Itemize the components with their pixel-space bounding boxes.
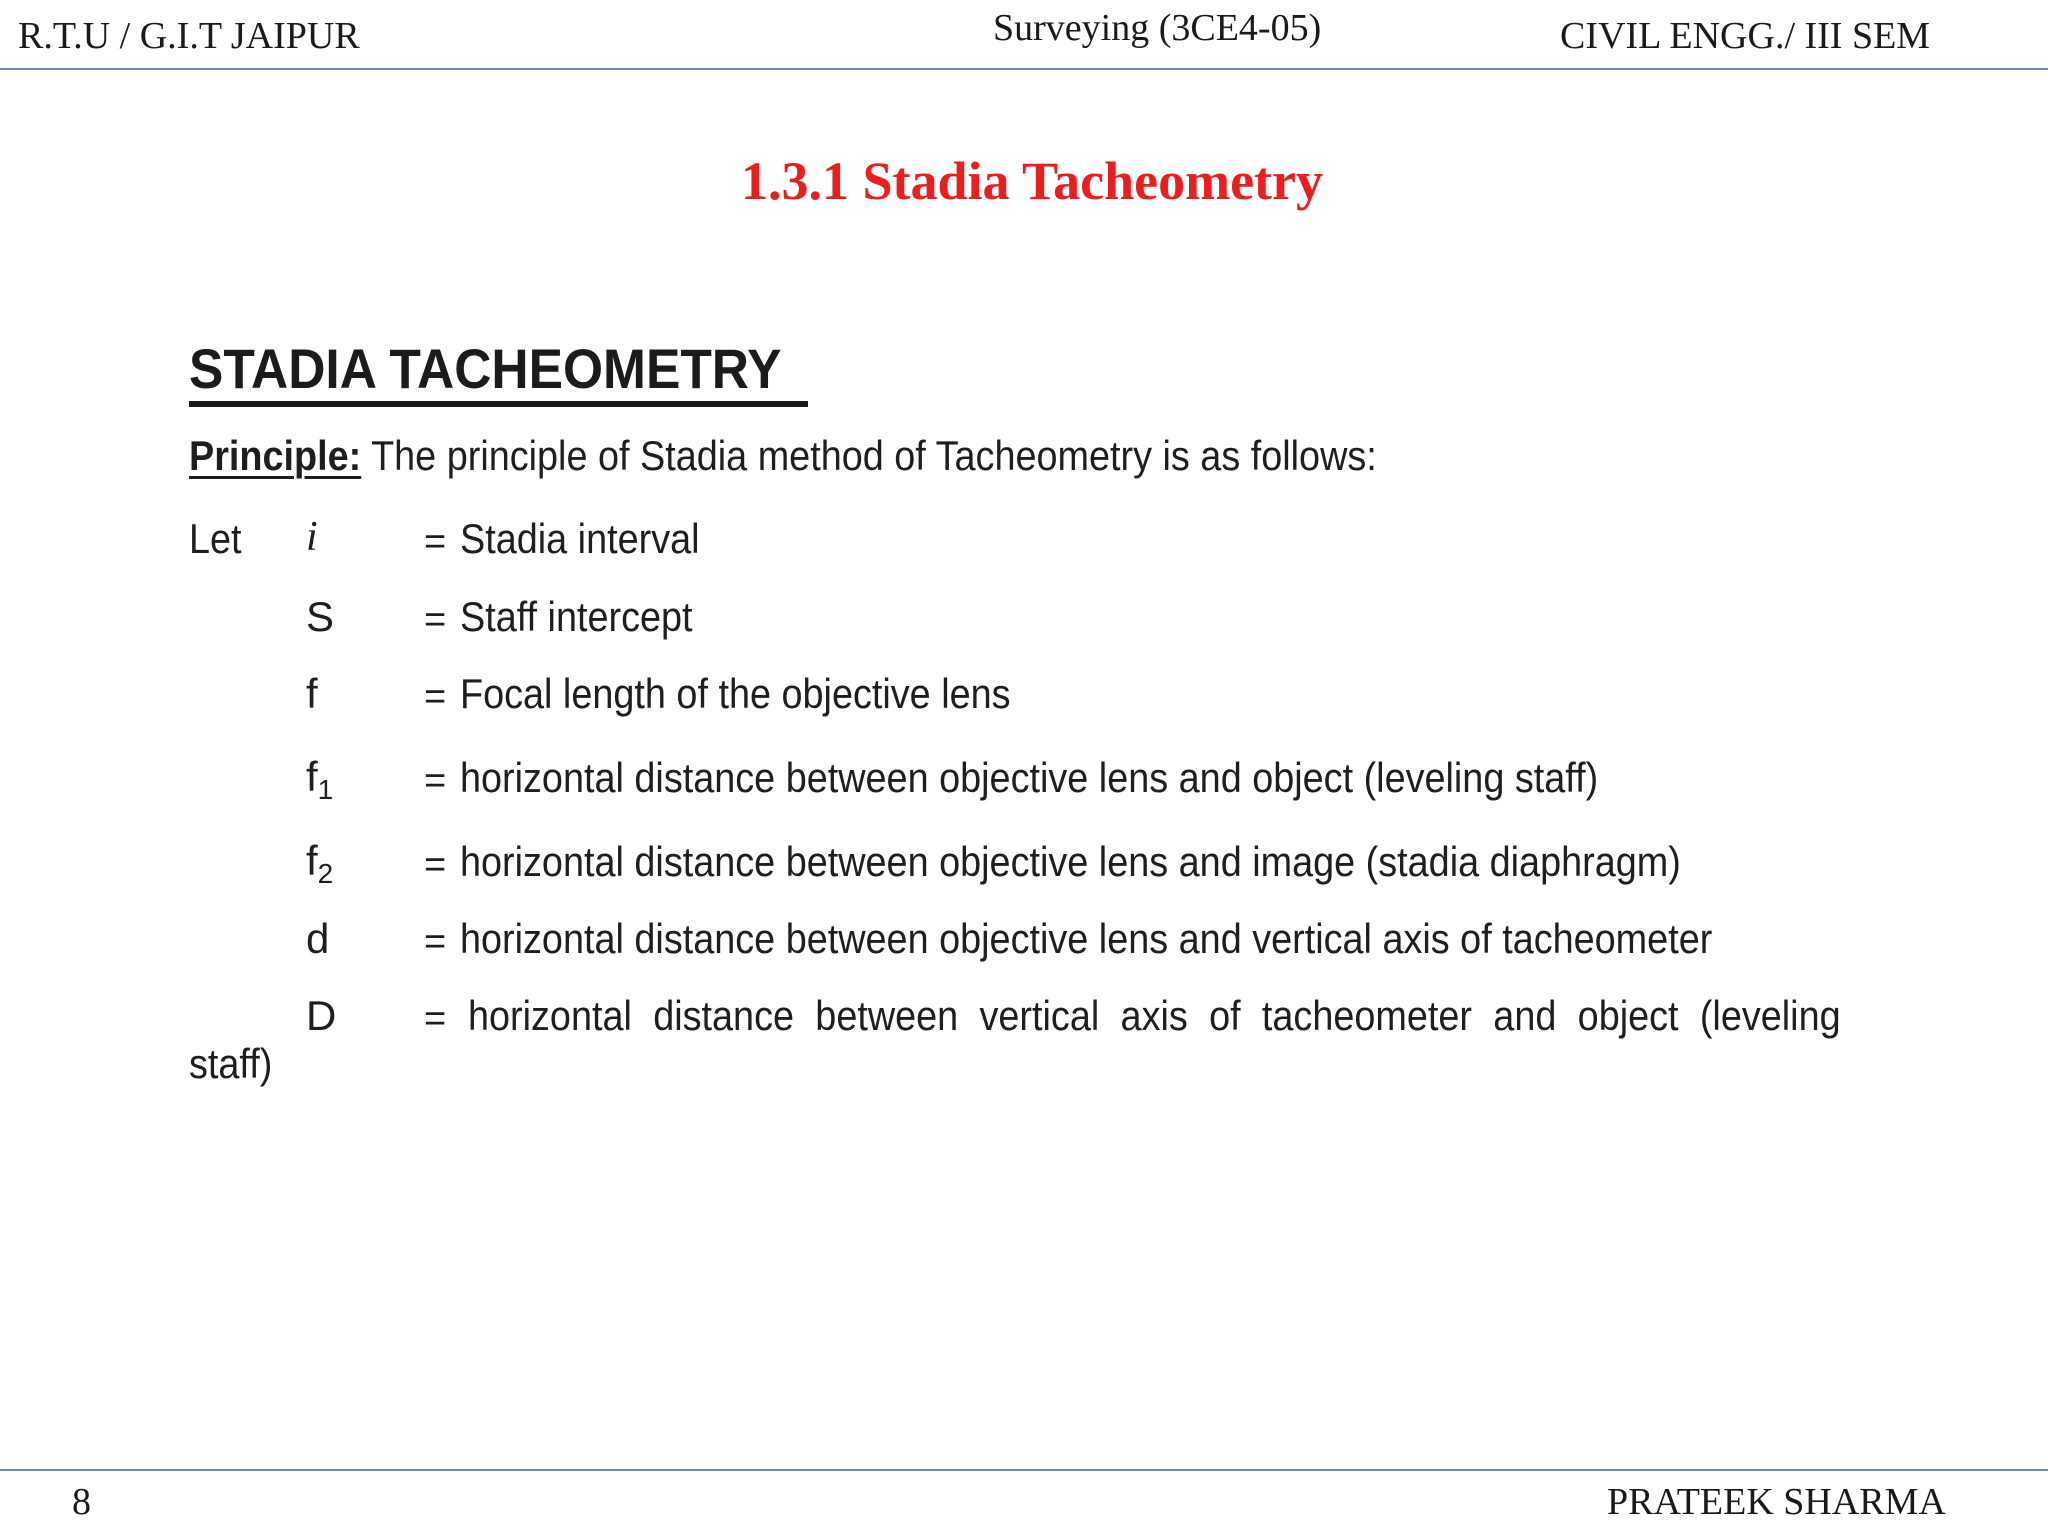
section-heading-underline (189, 401, 808, 407)
equals-sign: = (424, 599, 447, 641)
slide-title: 1.3.1 Stadia Tacheometry (740, 151, 1323, 211)
definition-text: Focal length of the objective lens (460, 670, 1011, 717)
definition-text: horizontal distance between objective lens and image (stadia diaphragm) (460, 838, 1681, 885)
principle-text: The principle of Stadia method of Tacheometry is as follows: (361, 432, 1377, 479)
let-word: Let (189, 515, 242, 562)
footer-author: PRATEEK SHARMA (1607, 1481, 1946, 1523)
definition-symbol: f (306, 670, 318, 717)
equals-sign: = (424, 844, 447, 886)
equals-sign: = (424, 998, 447, 1040)
definition-symbol: D (306, 992, 337, 1039)
equals-sign: = (424, 760, 447, 802)
header-divider (0, 68, 2048, 70)
header-course: CIVIL ENGG./ III SEM (1560, 15, 1931, 57)
definition-symbol: i (306, 514, 318, 560)
principle-label: Principle: (189, 432, 362, 479)
header-subject: Surveying (3CE4-05) (993, 7, 1322, 49)
definition-text: Staff intercept (460, 593, 693, 640)
equals-sign: = (424, 521, 447, 563)
footer-divider (0, 1469, 2048, 1471)
symbol-subscript: 1 (317, 774, 334, 805)
equals-sign: = (424, 676, 447, 718)
equals-sign: = (424, 921, 447, 963)
principle-statement (189, 432, 1377, 480)
definition-symbol: S (306, 593, 335, 640)
definition-text: horizontal distance between vertical axis of tacheometer and object (leveling (468, 992, 1841, 1039)
definition-symbol: $f_1$ (306, 753, 334, 805)
page-number: 8 (72, 1481, 91, 1523)
section-heading: STADIA TACHEOMETRY (189, 337, 782, 400)
definition-text: horizontal distance between objective lens and object (leveling staff) (460, 754, 1599, 801)
definition-text: Stadia interval (460, 515, 700, 562)
definition-text: horizontal distance between objective lens and vertical axis of tacheometer (460, 915, 1713, 962)
header-institution: R.T.U / G.I.T JAIPUR (18, 15, 360, 57)
symbol-subscript: 2 (317, 858, 334, 889)
definition-symbol: d (306, 915, 330, 962)
definition-symbol: $f_2$ (306, 837, 334, 889)
definition-text-continuation: staff) (189, 1040, 273, 1087)
